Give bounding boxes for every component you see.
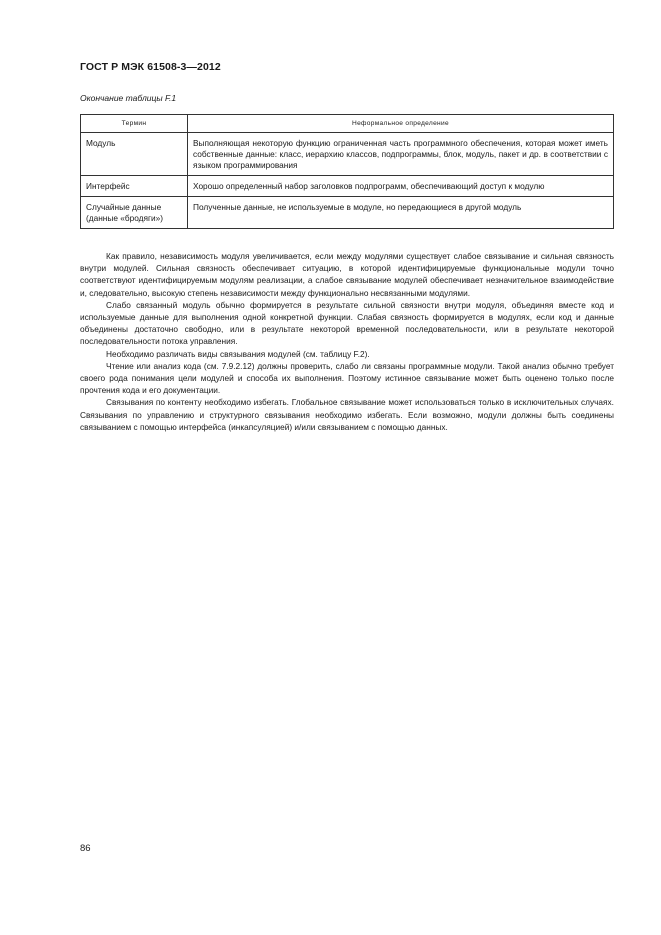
page-number: 86 [80, 843, 91, 854]
term-cell: Случайные данные (данные «бродяги») [81, 197, 188, 229]
definition-cell: Хорошо определенный набор заголовков подпрограмм, обеспечивающий доступ к модулю [188, 176, 614, 197]
definition-cell: Полученные данные, не используемые в модуле, но передающиеся в другой модуль [188, 197, 614, 229]
column-header-term: Термин [81, 115, 188, 133]
table-row [81, 197, 614, 229]
table-row [81, 133, 614, 176]
column-header-definition: Неформальное определение [188, 115, 614, 133]
paragraph: Слабо связанный модуль обычно формируется в результате сильной связности внутри модуля, объединяя вместе код и используемые данные для выполнения одной конкретной функции. Слабая связность формируется в модулях, если код и данные объединены достаточно свободно, или в результате некоторой временной последовательности, или в результате некоторой последовательности потока управления. [80, 299, 614, 347]
body-text [80, 250, 614, 433]
document-header: ГОСТ Р МЭК 61508-3—2012 [80, 61, 221, 73]
paragraph: Необходимо различать виды связывания модулей (см. таблицу F.2). [106, 348, 370, 359]
paragraph: Связывания по контенту необходимо избегать. Глобальное связывание может использоваться только в исключительных случаях. Связывания по управлению и структурного связывания необходимо избегать. Если возможно, модули должны быть соединены связыванием с помощью интерфейса (инкапсуляцией) и/или связыванием с помощью данных. [80, 397, 614, 432]
definition-cell: Выполняющая некоторую функцию ограниченная часть программного обеспечения, которая может иметь собственные данные: класс, иерархию классов, подпрограммы, блок, модуль, пакет и др. в соответствии с языком программирования [188, 133, 614, 176]
paragraph: Чтение или анализ кода (см. 7.9.2.12) должны проверить, слабо ли связаны программные модули. Такой анализ обычно требует своего рода понимания цели модулей и способа их выполнения. Поэтому истинное связывание может быть оценено только после прочтения кода и его документации. [80, 360, 614, 396]
term-cell: Модуль [81, 133, 188, 176]
table-caption: Окончание таблицы F.1 [80, 93, 177, 103]
definitions-table [80, 114, 614, 229]
paragraph: Как правило, независимость модуля увеличивается, если между модулями существует слабое связывание и сильная связность внутри модулей. Сильная связность обеспечивает ситуацию, в которой идентифицируемые функциональные модули точно соответствуют идентифицируемым модулям реализации, а слабое связывание модулей обеспечивает незначительное взаимодействие и, следовательно, высокую степень независимости между функционально несвязанными модулями. [80, 251, 614, 298]
term-cell: Интерфейс [81, 176, 188, 197]
table-header-row [81, 115, 614, 133]
table-row [81, 176, 614, 197]
